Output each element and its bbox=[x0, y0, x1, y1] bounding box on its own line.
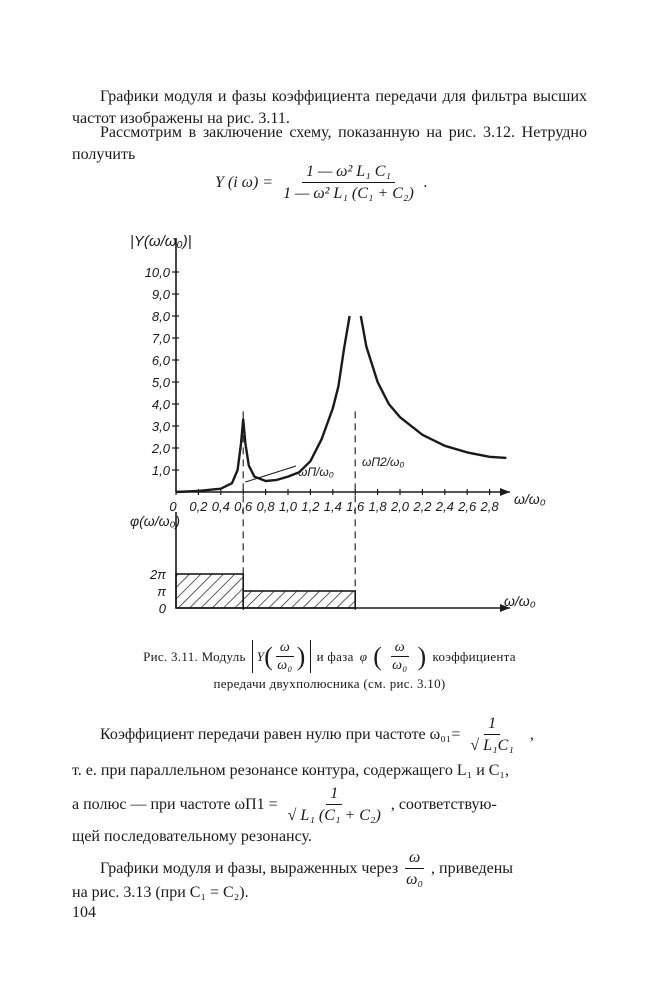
formula-period: . bbox=[423, 173, 428, 191]
p5-fraction bbox=[284, 784, 385, 825]
x-tick-label: 0,6 bbox=[234, 499, 253, 514]
x-tick-label: 0,2 bbox=[189, 499, 208, 514]
formula-fraction bbox=[279, 162, 418, 203]
x-axis-arrow bbox=[500, 488, 510, 496]
caption-frac-den: ω₀ bbox=[277, 658, 293, 673]
paragraph-5 bbox=[72, 784, 587, 825]
x-tick-label: 1,4 bbox=[323, 499, 342, 514]
x-tick-label: 1,6 bbox=[346, 499, 365, 514]
y-tick-label: 6,0 bbox=[151, 353, 170, 368]
p3-fraction bbox=[466, 714, 517, 755]
caption-frac2-den: ω₀ bbox=[392, 658, 408, 673]
p7-frac-num: ω bbox=[405, 848, 424, 869]
caption-modulus-expr: Y ( $\frac{\omega}{\text{ω₀}}$ ) bbox=[252, 640, 311, 673]
phase-step-1 bbox=[176, 574, 243, 608]
x-tick-label: 0,4 bbox=[211, 499, 230, 514]
paragraph-3 bbox=[72, 714, 587, 755]
p3-frac-den: √ L₁C₁ bbox=[470, 737, 514, 754]
paragraph-2: Рассмотрим в заключение схему, показанную на рис. 3.12. Нетрудно получить bbox=[72, 124, 587, 163]
x-tick-label: 1,0 bbox=[278, 499, 298, 514]
y-tick-label: 7,0 bbox=[151, 331, 170, 346]
annotation-omega-p1: ωП/ω₀ bbox=[298, 465, 334, 479]
caption-fraction-2 bbox=[388, 640, 411, 673]
caption-suffix: коэффициента bbox=[432, 648, 516, 664]
formula-denominator: 1 — ω² L₁ (C₁ + C₂) bbox=[283, 185, 414, 202]
caption-Y: Y bbox=[256, 648, 265, 664]
paragraph-6: щей последовательному резонансу. bbox=[72, 828, 312, 845]
page-number: 104 bbox=[72, 904, 96, 921]
phase-y-label: φ(ω/ω₀) bbox=[130, 513, 181, 529]
phase-chart bbox=[130, 512, 536, 616]
annotation-omega-p2: ωП2/ω₀ bbox=[362, 455, 405, 469]
figure-caption-line-2: передачи двухполюсника (см. рис. 3.10) bbox=[213, 676, 446, 691]
x-tick-label: 1,8 bbox=[368, 499, 387, 514]
phase-step-2 bbox=[243, 591, 355, 608]
x-tick-label: 2,4 bbox=[435, 499, 454, 514]
formula-numerator: 1 — ω² L₁ C₁ bbox=[302, 162, 395, 183]
y-tick-label: 4,0 bbox=[151, 397, 170, 412]
caption-frac-num: ω bbox=[276, 640, 294, 657]
transfer-formula bbox=[215, 162, 428, 203]
p5-tail: , соответствую- bbox=[390, 795, 497, 813]
y-tick-label: 8,0 bbox=[151, 309, 170, 324]
paragraph-1: Графики модуля и фазы коэффициента передачи для фильтра высших частот изображены на рис. 3.11. bbox=[72, 88, 587, 127]
y-axis-label: |Y(ω/ω₀)| bbox=[130, 233, 192, 250]
y-tick-label: 10,0 bbox=[144, 265, 170, 280]
formula-lhs: Y (i ω) = bbox=[215, 173, 274, 191]
p3-comma: , bbox=[529, 725, 534, 743]
y-tick-label: 3,0 bbox=[151, 419, 170, 434]
phase-tick-label: π bbox=[157, 584, 166, 599]
caption-phi: φ bbox=[359, 648, 368, 664]
caption-prefix: Рис. 3.11. Модуль bbox=[143, 648, 246, 664]
x-tick-label: 2,2 bbox=[413, 499, 432, 514]
y-tick-label: 9,0 bbox=[151, 287, 170, 302]
x-tick-label: 2,6 bbox=[458, 499, 477, 514]
paragraph-8: на рис. 3.13 (при C₁ = C₂). bbox=[72, 884, 249, 901]
p7-text: Графики модуля и фазы, выраженных через bbox=[100, 859, 399, 877]
x-axis-label: ω/ω₀ bbox=[514, 491, 546, 507]
y-tick-label: 5,0 bbox=[151, 375, 170, 390]
p5-frac-den: √ L₁ (C₁ + C₂) bbox=[287, 807, 381, 824]
x-tick-label: 2,8 bbox=[480, 499, 499, 514]
x-tick-label: 0,8 bbox=[256, 499, 275, 514]
p5-text: а полюс — при частоте ωП1 = bbox=[72, 795, 278, 813]
p3-text: Коэффициент передачи равен нулю при частоте ω₀₁= bbox=[100, 725, 461, 743]
p7-tail: , приведены bbox=[431, 859, 514, 877]
phase-tick-label: 0 bbox=[158, 601, 166, 616]
modulus-chart bbox=[130, 233, 546, 514]
paragraph-4: т. е. при параллельном резонансе контура, содержащего L₁ и C₁, bbox=[72, 762, 509, 779]
modulus-curve-2 bbox=[361, 316, 507, 458]
phase-x-label: ω/ω₀ bbox=[504, 593, 536, 609]
y-tick-label: 2,0 bbox=[151, 441, 170, 456]
caption-frac2-num: ω bbox=[391, 640, 409, 657]
x-tick-label: 0 bbox=[169, 499, 177, 514]
figure-caption-line-1: Рис. 3.11. Модуль Y ( $\frac{\omega}{\text{ω₀}}$ ) и фаза φ ( $\frac{\omega}{\text{ω₀}}$ ) коэффициента bbox=[143, 640, 516, 673]
phase-tick-label: 2π bbox=[150, 567, 166, 582]
p5-frac-num: 1 bbox=[326, 784, 342, 805]
caption-fraction-1 bbox=[273, 640, 296, 673]
x-tick-label: 1,2 bbox=[301, 499, 320, 514]
p7-frac-den: ω₀ bbox=[406, 871, 424, 888]
y-tick-label: 1,0 bbox=[151, 463, 170, 478]
p3-frac-num: 1 bbox=[484, 714, 500, 735]
figure-3-11 bbox=[0, 220, 658, 640]
caption-mid: и фаза bbox=[316, 648, 354, 664]
x-tick-label: 2,0 bbox=[390, 499, 410, 514]
